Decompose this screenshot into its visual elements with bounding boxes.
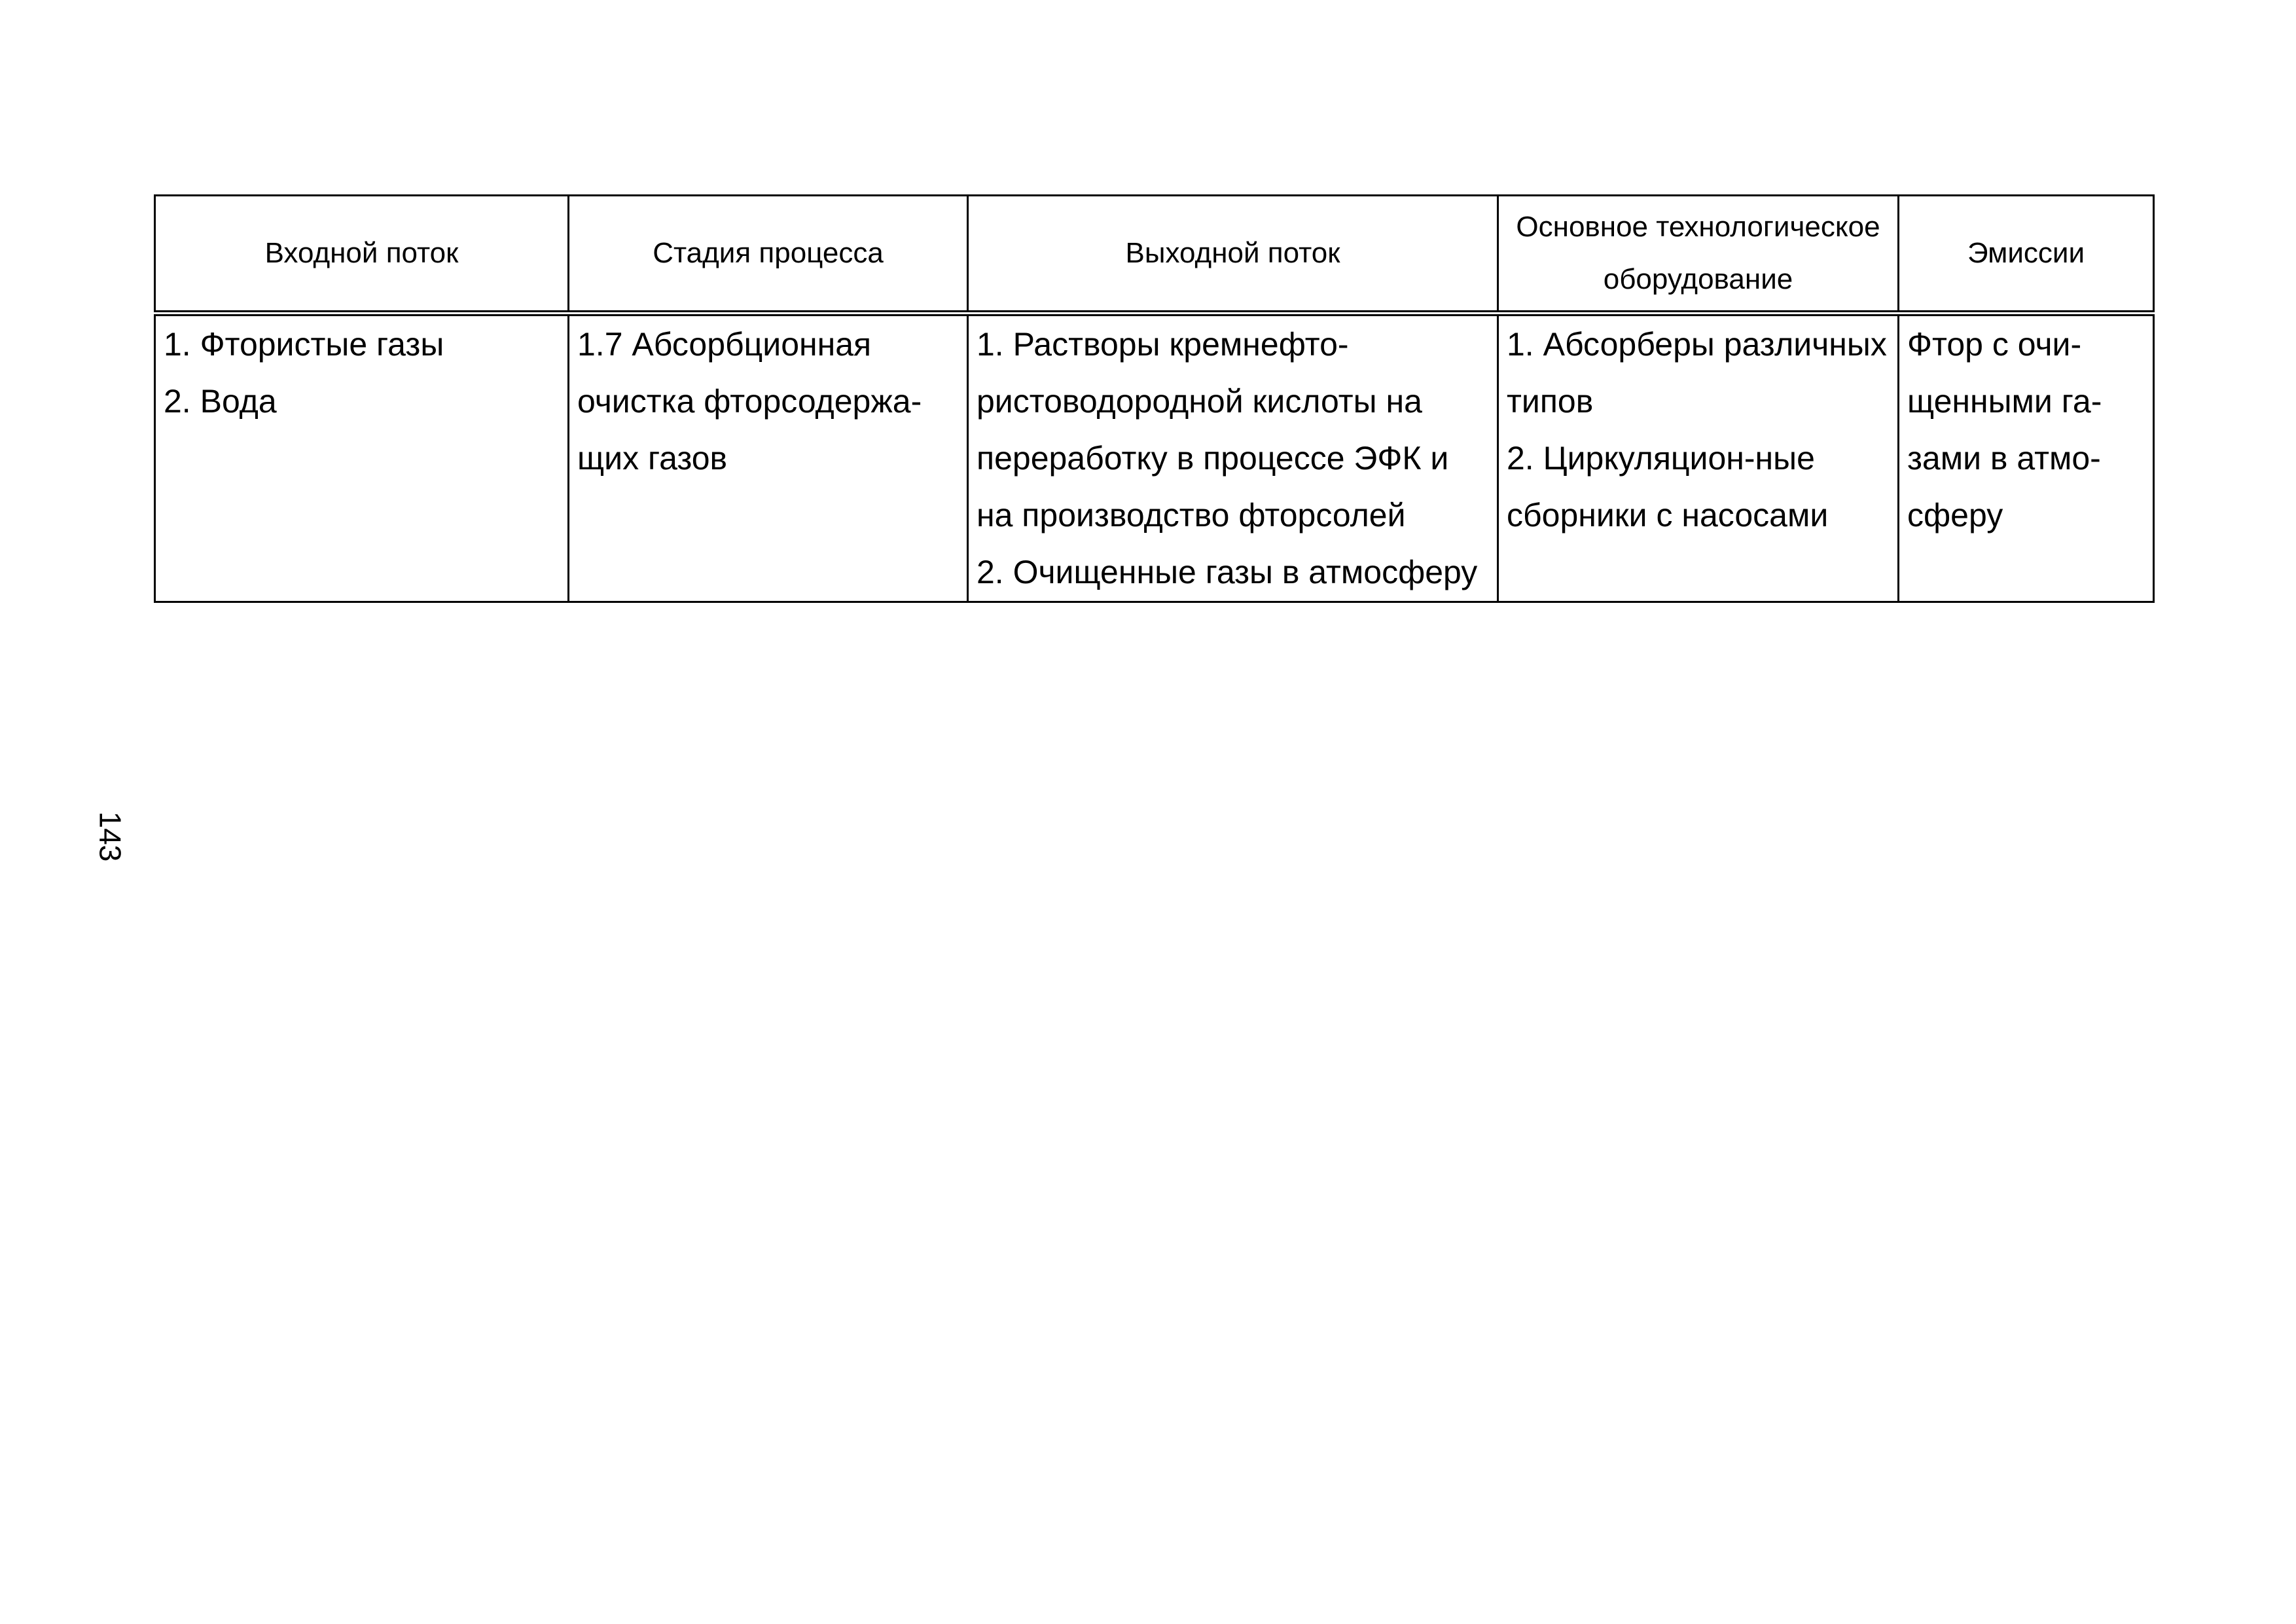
cell-line: 1. Абсорберы различных	[1507, 326, 1887, 363]
cell-line: 2. Очищенные газы в атмосферу	[977, 554, 1478, 590]
cell-line: на производство фторсолей	[977, 497, 1406, 533]
cell-line: ристоводородной кислоты на	[977, 383, 1422, 420]
cell-line: Фтор с очи-	[1907, 326, 2082, 363]
table-header-row	[155, 196, 2154, 314]
cell-line: 1. Растворы кремнефто-	[977, 326, 1349, 363]
header-input-flow: Входной поток	[155, 196, 569, 314]
cell-line: 2. Циркуляцион-ные	[1507, 440, 1815, 477]
cell-emissions	[1899, 314, 2154, 602]
cell-line: 1. Фтористые газы	[164, 326, 444, 363]
process-table	[154, 194, 2155, 603]
cell-input-flow	[155, 314, 569, 602]
header-emissions: Эмиссии	[1899, 196, 2154, 314]
cell-line: 2. Вода	[164, 383, 277, 420]
header-output-flow: Выходной поток	[968, 196, 1498, 314]
cell-line: щенными га-	[1907, 383, 2102, 420]
cell-line: щих газов	[577, 440, 728, 477]
table-row	[155, 314, 2154, 602]
cell-line: зами в атмо-	[1907, 440, 2101, 477]
header-process-stage: Стадия процесса	[569, 196, 968, 314]
header-equipment	[1498, 196, 1899, 314]
cell-output-flow	[968, 314, 1498, 602]
cell-process-stage	[569, 314, 968, 602]
cell-line: сборники с насосами	[1507, 497, 1829, 533]
page-number: 143	[93, 811, 128, 862]
header-equipment-line: Основное технологическое	[1516, 211, 1880, 243]
cell-line: переработку в процессе ЭФК и	[977, 440, 1449, 477]
header-equipment-line: оборудование	[1603, 263, 1793, 295]
cell-equipment	[1498, 314, 1899, 602]
cell-line: 1.7 Абсорбционная	[577, 326, 872, 363]
cell-line: очистка фторсодержа-	[577, 383, 922, 420]
cell-line: типов	[1507, 383, 1594, 420]
cell-line: сферу	[1907, 497, 2003, 533]
